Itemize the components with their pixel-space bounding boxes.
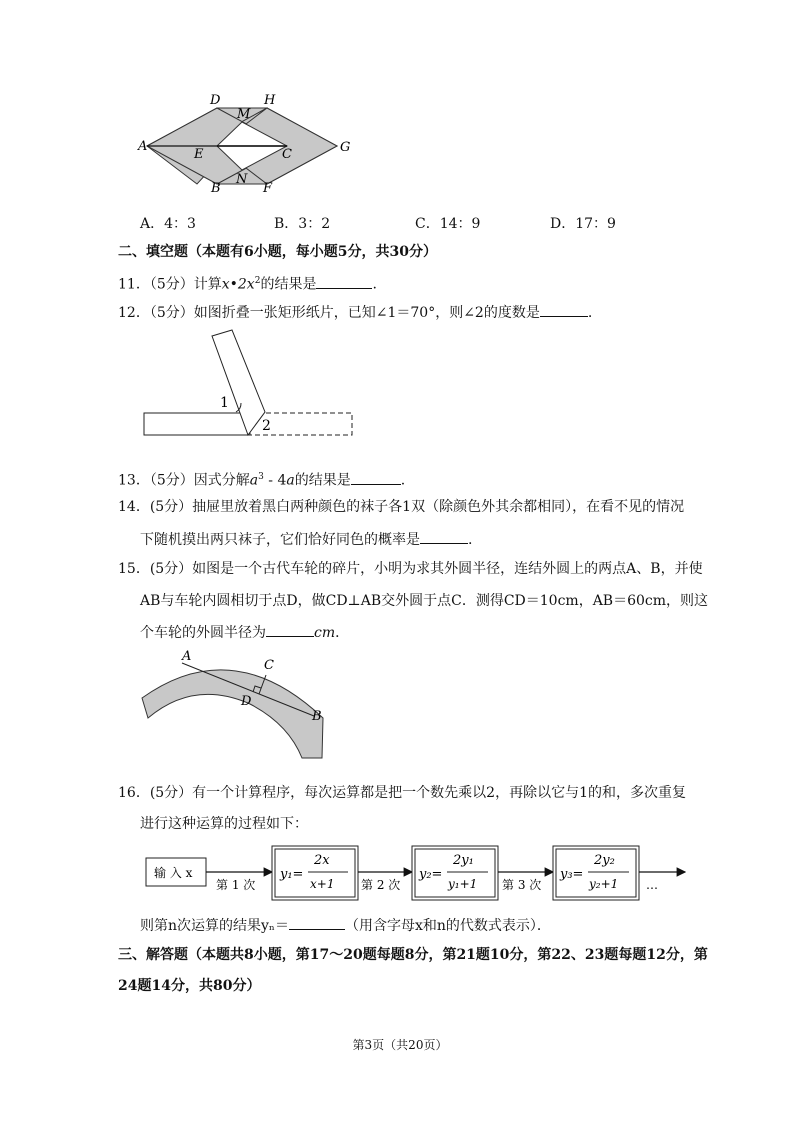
label-B: B [312,709,322,724]
label-B: B [211,181,221,196]
q16-post: （用含字母x和n的代数式表示）． [344,918,551,934]
wheel-fragment-figure [138,648,338,763]
computation-flow-diagram [140,840,690,906]
option-a: A．4：3 [140,216,196,232]
rhombus-figure [130,92,360,198]
label-N: N [236,172,248,187]
page-footer: 第3页（共20页） [352,1038,448,1052]
q14-line1: 14．(5分）抽屉里放着黑白两种颜色的袜子各1双（除颜色外其余都相同），在看不见的情况 [118,499,685,515]
q15-line3: 个车轮的外圆半径为 cm． [140,622,349,642]
label-C: C [264,658,274,673]
label-G: G [340,140,351,155]
q14-line2 [140,529,472,549]
answer-blank [540,302,588,317]
y1-denominator: x+1 [310,877,335,891]
q12-num: 12． [118,305,150,321]
y2-numerator: 2y₁ [453,853,474,868]
q12-end: . [587,305,593,321]
angle-2-label: 2 [262,418,271,434]
q13-pre: 因式分解 [193,472,250,489]
q13-mid: - 4 [263,472,287,489]
q11-post: 的结果是 [260,276,317,293]
y3-denominator: y₂+1 [589,877,619,891]
y2-label: y₂= [419,867,443,882]
q13-a: a [249,472,259,489]
q11-sup: 2 [254,276,261,286]
label-D: D [241,694,252,709]
q13 [118,468,405,490]
label-C: C [282,147,292,162]
option-b: B．3：2 [274,216,331,232]
q13-post: 的结果是 [294,472,351,489]
y2-denominator: y₁+1 [448,877,478,891]
q15-text: 个车轮的外圆半径为 [140,625,266,641]
step3-label: 第 3 次 [502,878,542,892]
answer-blank [351,470,401,485]
y1-numerator: 2x [314,853,330,868]
label-A: A [138,139,148,154]
q12-score: （5分） [149,305,194,321]
q13-num: 13． [118,472,150,489]
q16-text: 则第n次运算的结果yₙ＝ [140,918,289,934]
answer-blank [289,915,345,930]
q11 [118,272,377,294]
label-M: M [237,107,251,122]
label-E: E [194,147,204,162]
q12-text: 如图折叠一张矩形纸片，已知∠1＝70°，则∠2的度数是 [193,305,540,321]
label-F: F [263,181,273,196]
answer-blank [266,622,314,637]
q13-a2: a [286,472,295,489]
section3-line1: 三、解答题（本题共8小题，第17～20题每题8分，第21题10分，第22、23题每题12分，第 [118,947,708,963]
q16-line3 [140,915,551,935]
q11-num: 11． [118,276,150,293]
label-H: H [264,93,276,108]
input-label: 输 入 x [154,866,193,880]
step1-label: 第 1 次 [216,878,256,892]
ellipsis: … [646,878,658,892]
option-c: C．14：9 [415,216,481,232]
q11-pre: 计算 [193,276,222,293]
y3-numerator: 2y₂ [594,853,615,868]
label-A: A [182,649,192,664]
option-d: D．17：9 [550,216,616,232]
q11-score: （5分） [149,276,194,293]
q13-sup: 3 [258,472,264,482]
q11-end: . [372,276,377,293]
label-D: D [210,93,221,108]
q11-math: x•2x [221,276,255,293]
q13-score: （5分） [149,472,194,489]
q13-end: . [400,472,406,489]
y3-label: y₃= [560,867,584,882]
section2-title: 二、填空题（本题有6小题，每小题5分，共30分） [118,244,437,260]
q16-line1: 16．(5分）有一个计算程序，每次运算都是把一个数先乘以2，再除以它与1的和，多次重复 [118,785,686,801]
q14-text: 下随机摸出两只袜子，它们恰好同色的概率是 [140,532,420,548]
q14-end: . [468,532,473,548]
q12 [118,302,592,322]
q16-line2: 进行这种运算的过程如下： [140,816,308,832]
q15-line1: 15．(5分）如图是一个古代车轮的碎片，小明为求其外圆半径，连结外圆上的两点A、B，并使 [118,561,703,577]
answer-blank [316,274,372,289]
y1-label: y₁= [280,867,304,882]
q15-unit: cm [314,625,336,641]
angle-1-label: 1 [220,395,229,411]
section3-line2: 24题14分，共80分） [118,978,261,994]
step2-label: 第 2 次 [361,878,401,892]
folded-paper-figure [140,328,360,440]
answer-blank [420,529,468,544]
q15-line2: AB与车轮内圆相切于点D，做CD⊥AB交外圆于点C．测得CD＝10cm，AB＝60cm，则这 [140,593,709,609]
